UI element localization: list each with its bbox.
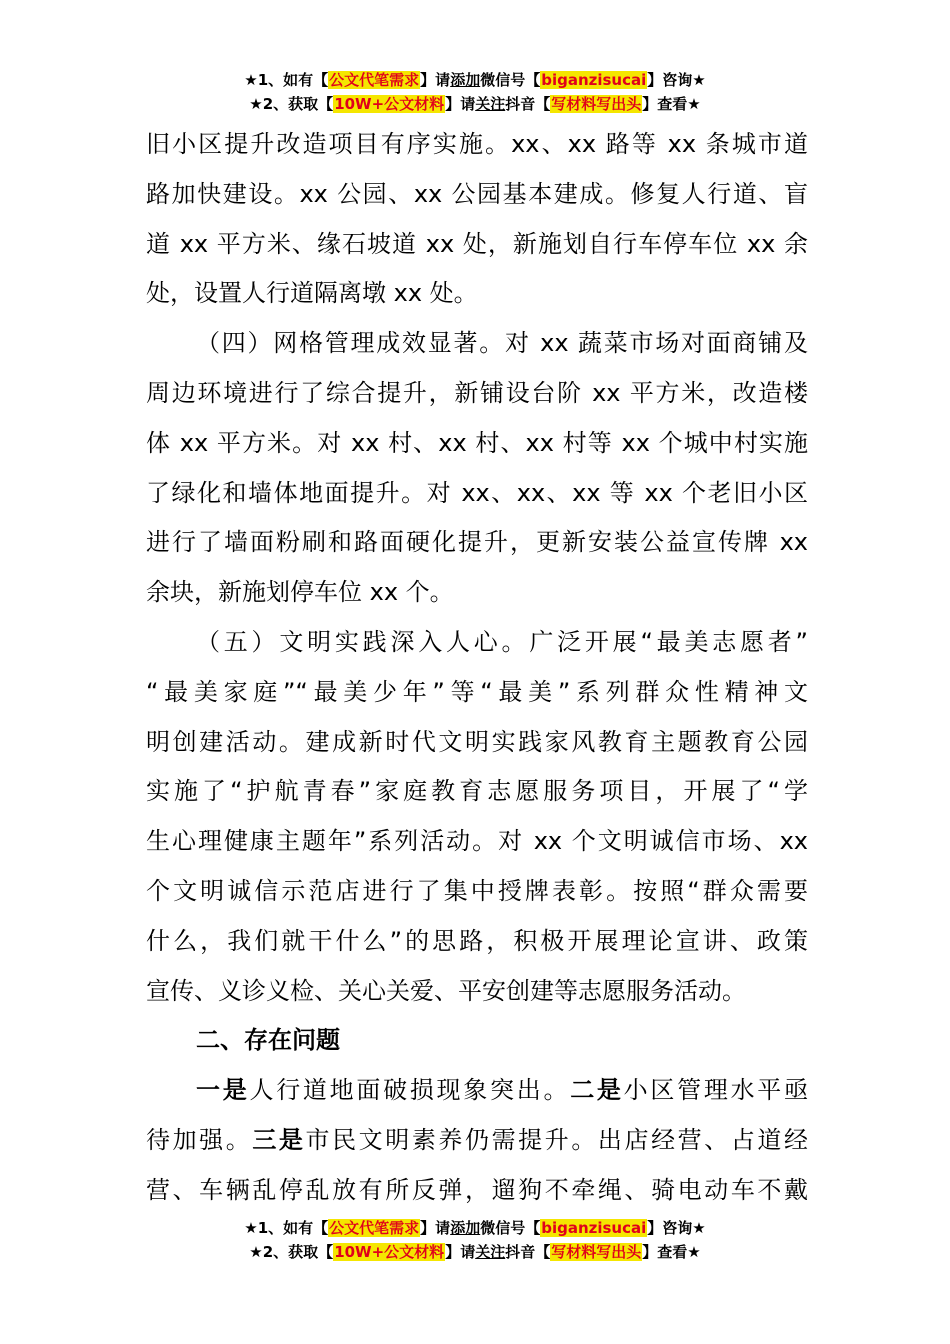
paragraph-line: 实施了“护航青春”家庭教育志愿服务项目，开展了“学 bbox=[146, 777, 808, 806]
banner-highlight: 写材料写出头 bbox=[551, 95, 642, 113]
banner-highlight: 公文代笔需求 bbox=[329, 1219, 420, 1237]
banner-line-1 bbox=[0, 68, 950, 92]
banner-underlined: 添加 bbox=[450, 1219, 481, 1237]
emphasis-label: 三是 bbox=[252, 1125, 306, 1154]
banner-highlight: 公文代笔需求 bbox=[329, 71, 420, 89]
paragraph-line bbox=[146, 1116, 808, 1166]
paragraph-line: 周边环境进行了综合提升，新铺设台阶 xx 平方米，改造楼 bbox=[146, 378, 808, 407]
banner-line-1 bbox=[0, 1216, 950, 1240]
banner-text: 】查看★ bbox=[642, 1243, 701, 1261]
banner-text: 微信号【 bbox=[480, 71, 541, 89]
paragraph-line: 旧小区提升改造项目有序实施。xx、xx 路等 xx 条城市道 bbox=[146, 130, 808, 158]
paragraph-line: “最美家庭”“最美少年”等“最美”系列群众性精神文 bbox=[146, 677, 808, 706]
banner-text: 】咨询★ bbox=[647, 1219, 706, 1237]
emphasis-label: 二是 bbox=[570, 1076, 624, 1105]
emphasis-label: 一是 bbox=[196, 1076, 250, 1105]
banner-text: 抖音【 bbox=[505, 1243, 551, 1261]
banner-text: ★1、如有【 bbox=[244, 1219, 329, 1237]
banner-text: ★2、获取【 bbox=[249, 1243, 334, 1261]
banner-text: 微信号【 bbox=[480, 1219, 541, 1237]
banner-text: 】查看★ bbox=[642, 95, 701, 113]
paragraph-line: 体 xx 平方米。对 xx 村、xx 村、xx 村等 xx 个城中村实施 bbox=[146, 428, 808, 457]
banner-highlight: biganzisucai bbox=[541, 71, 647, 89]
footer-banner bbox=[0, 1216, 950, 1264]
banner-underlined: 关注 bbox=[475, 95, 506, 113]
banner-text: 抖音【 bbox=[505, 95, 551, 113]
paragraph-line: 余块，新施划停车位 xx 个。 bbox=[146, 578, 454, 607]
paragraph-line: 路加快建设。xx 公园、xx 公园基本建成。修复人行道、盲 bbox=[146, 179, 808, 208]
banner-line-2 bbox=[0, 1240, 950, 1264]
paragraph-text: 市民文明素养仍需提升。出店经营、占道经 bbox=[305, 1125, 809, 1154]
paragraph-line: 了绿化和墙体地面提升。对 xx、xx、xx 等 xx 个老旧小区 bbox=[146, 478, 808, 507]
paragraph-line: 宣传、义诊义检、关心关爱、平安创建等志愿服务活动。 bbox=[146, 976, 746, 1005]
paragraph-line: 个文明诚信示范店进行了集中授牌表彰。按照“群众需要 bbox=[146, 876, 808, 905]
banner-highlight: 写材料写出头 bbox=[551, 1243, 642, 1261]
paragraph-line: （五）文明实践深入人心。广泛开展“最美志愿者” bbox=[196, 627, 808, 656]
paragraph-line: 进行了墙面粉刷和路面硬化提升，更新安装公益宣传牌 xx bbox=[146, 528, 808, 557]
paragraph-line bbox=[146, 1066, 808, 1116]
document-body bbox=[146, 120, 808, 1216]
paragraph-line: 道 xx 平方米、缘石坡道 xx 处，新施划自行车停车位 xx 余 bbox=[146, 229, 808, 258]
paragraph-line: 处，设置人行道隔离墩 xx 处。 bbox=[146, 279, 478, 308]
banner-text: 】咨询★ bbox=[647, 71, 706, 89]
banner-highlight: 10W+公文材料 bbox=[334, 95, 445, 113]
banner-text: 】请 bbox=[445, 1243, 476, 1261]
paragraph-text: 小区管理水平亟 bbox=[623, 1076, 809, 1105]
banner-highlight: 10W+公文材料 bbox=[334, 1243, 445, 1261]
banner-underlined: 添加 bbox=[450, 71, 481, 89]
banner-highlight: biganzisucai bbox=[541, 1219, 647, 1237]
paragraph-text: 人行道地面破损现象突出。 bbox=[249, 1076, 571, 1105]
banner-text: 】请 bbox=[445, 95, 476, 113]
paragraph-line: （四）网格管理成效显著。对 xx 蔬菜市场对面商铺及 bbox=[196, 329, 808, 358]
banner-text: 】请 bbox=[420, 1219, 451, 1237]
banner-text: ★2、获取【 bbox=[249, 95, 334, 113]
header-banner bbox=[0, 68, 950, 116]
paragraph-line: 什么，我们就干什么”的思路，积极开展理论宣讲、政策 bbox=[146, 926, 808, 955]
paragraph-line: 明创建活动。建成新时代文明实践家风教育主题教育公园 bbox=[146, 727, 808, 756]
banner-line-2 bbox=[0, 92, 950, 116]
banner-text: 】请 bbox=[420, 71, 451, 89]
paragraph-line: 生心理健康主题年”系列活动。对 xx 个文明诚信市场、xx bbox=[146, 827, 808, 856]
section-heading: 二、存在问题 bbox=[196, 1026, 340, 1055]
banner-underlined: 关注 bbox=[475, 1243, 506, 1261]
paragraph-text: 待加强。 bbox=[146, 1125, 253, 1154]
paragraph-line: 营、车辆乱停乱放有所反弹，遛狗不牵绳、骑电动车不戴 bbox=[146, 1175, 808, 1204]
banner-text: ★1、如有【 bbox=[244, 71, 329, 89]
